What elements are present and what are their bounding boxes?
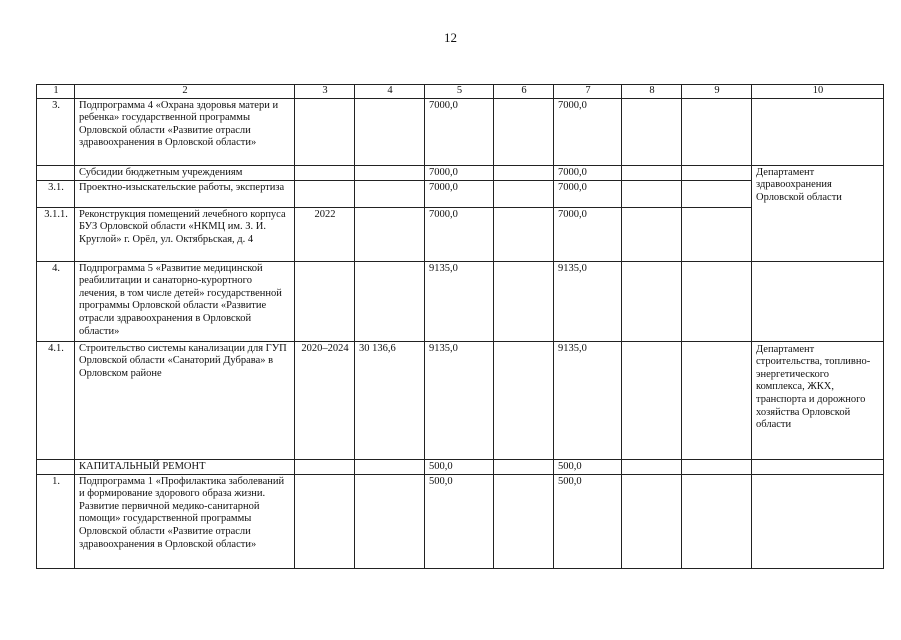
row-col9 [682,261,752,341]
responsible-department-construction: Департамент строительства, топливно-энергетического комплекса, ЖКХ, транспорта и дорожного хозяйства Орловской области [752,341,884,459]
row-col9 [682,459,752,474]
row-col7: 500,0 [554,459,622,474]
row-name: Подпрограмма 1 «Профилактика заболеваний и формирование здорового образа жизни. Развитие первичной медико-санитарной помощи» государственной программы Орловской области «Развитие отрасли здравоохранения в Орловской области» [75,474,295,568]
row-col7: 7000,0 [554,207,622,261]
row-col8 [622,98,682,165]
row-years [295,261,355,341]
row-col10 [752,261,884,341]
column-number: 4 [355,85,425,99]
row-col6 [494,98,554,165]
row-col7: 500,0 [554,474,622,568]
column-number: 9 [682,85,752,99]
row-number [37,459,75,474]
row-number: 3. [37,98,75,165]
row-years [295,98,355,165]
budget-table [36,84,884,569]
row-col8 [622,474,682,568]
row-number: 1. [37,474,75,568]
column-number: 8 [622,85,682,99]
row-cost [355,98,425,165]
row-col10 [752,459,884,474]
column-number: 1 [37,85,75,99]
table-row [37,459,884,474]
row-col6 [494,207,554,261]
row-number: 3.1. [37,180,75,207]
row-col5: 7000,0 [425,98,494,165]
row-cost: 30 136,6 [355,341,425,459]
row-col6 [494,165,554,180]
row-col8 [622,165,682,180]
row-col5: 9135,0 [425,341,494,459]
table-row [37,98,884,165]
row-col9 [682,474,752,568]
row-years [295,459,355,474]
row-number: 4. [37,261,75,341]
row-col10 [752,474,884,568]
row-col6 [494,459,554,474]
table-row [37,261,884,341]
row-col9 [682,165,752,180]
row-col10 [752,98,884,165]
row-years: 2022 [295,207,355,261]
row-number: 3.1.1. [37,207,75,261]
row-years: 2020–2024 [295,341,355,459]
responsible-department-health: Департамент здравоохранения Орловской области [752,165,884,261]
row-col9 [682,341,752,459]
row-col6 [494,261,554,341]
row-years [295,180,355,207]
row-years [295,474,355,568]
row-name: Строительство системы канализации для ГУП Орловской области «Санаторий Дубрава» в Орловском районе [75,341,295,459]
row-cost [355,261,425,341]
row-col7: 7000,0 [554,98,622,165]
row-col8 [622,180,682,207]
row-col8 [622,261,682,341]
row-col5: 9135,0 [425,261,494,341]
table-row [37,474,884,568]
column-number: 7 [554,85,622,99]
row-col5: 500,0 [425,474,494,568]
row-cost [355,180,425,207]
row-col8 [622,341,682,459]
row-col8 [622,459,682,474]
row-col5: 7000,0 [425,165,494,180]
row-number: 4.1. [37,341,75,459]
column-number: 3 [295,85,355,99]
row-col8 [622,207,682,261]
row-col6 [494,180,554,207]
row-name: Подпрограмма 4 «Охрана здоровья матери и ребенка» государственной программы Орловской области «Развитие отрасли здравоохранения в Орловской области» [75,98,295,165]
table-row [37,165,884,180]
row-col9 [682,180,752,207]
column-number: 10 [752,85,884,99]
row-col5: 500,0 [425,459,494,474]
row-name: Проектно-изыскательские работы, экспертиза [75,180,295,207]
row-name: Подпрограмма 5 «Развитие медицинской реабилитации и санаторно-курортного лечения, в том числе детей» государственной программы Орловской области «Развитие отрасли здравоохранения в Орловской области» [75,261,295,341]
row-cost [355,459,425,474]
row-col6 [494,474,554,568]
section-heading: КАПИТАЛЬНЫЙ РЕМОНТ [75,459,295,474]
column-number-row [37,85,884,99]
table-row [37,341,884,459]
row-cost [355,165,425,180]
row-name: Реконструкция помещений лечебного корпуса БУЗ Орловской области «НКМЦ им. З. И. Круглой» г. Орёл, ул. Октябрьская, д. 4 [75,207,295,261]
row-number [37,165,75,180]
column-number: 5 [425,85,494,99]
row-col6 [494,341,554,459]
row-col9 [682,207,752,261]
row-col7: 7000,0 [554,165,622,180]
page-number: 12 [444,30,457,45]
row-col5: 7000,0 [425,180,494,207]
row-col7: 7000,0 [554,180,622,207]
row-cost [355,474,425,568]
row-years [295,165,355,180]
row-col7: 9135,0 [554,341,622,459]
row-col5: 7000,0 [425,207,494,261]
column-number: 6 [494,85,554,99]
row-cost [355,207,425,261]
column-number: 2 [75,85,295,99]
row-col9 [682,98,752,165]
row-name: Субсидии бюджетным учреждениям [75,165,295,180]
row-col7: 9135,0 [554,261,622,341]
